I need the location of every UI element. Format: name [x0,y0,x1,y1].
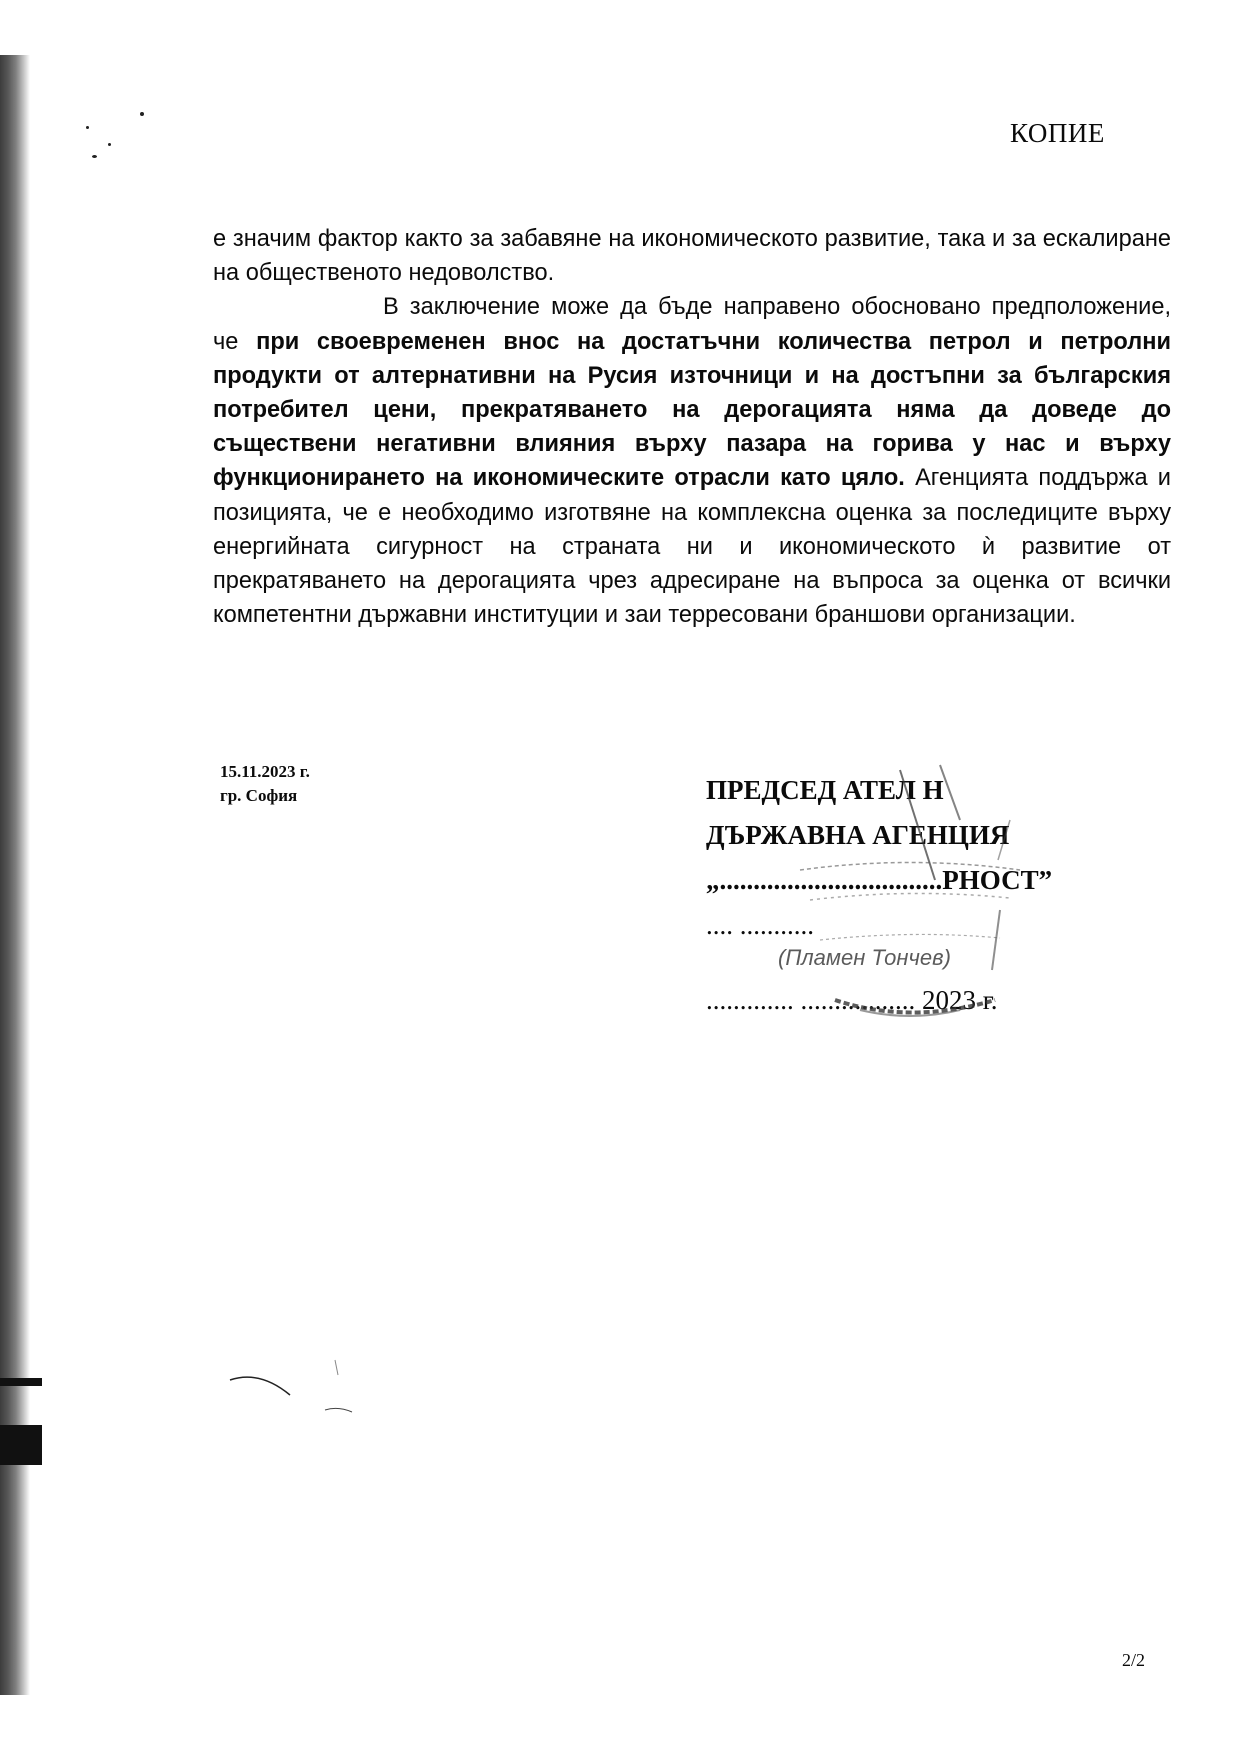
signature-title: ПРЕДСЕД АТЕЛ Н [706,775,944,805]
document-meta [220,760,310,808]
scan-edge-mark [0,1378,42,1386]
signature-block [706,768,1146,948]
scan-edge-mark [0,1425,42,1465]
document-place: гр. София [220,786,298,805]
signature-dotted-line: .... ........... [706,910,814,940]
copy-label: КОПИЕ [1010,118,1105,148]
signature-agency: ДЪРЖАВНА АГЕНЦИЯ [706,820,1010,850]
scan-speck [108,143,111,146]
paragraph-2-rest: Агенцията поддържа и позицията, че е необходимо изготвяне на комплексна оценка за последиците върху енергийната сигурност на страната ни и икономическото ѝ развитие от прекратяването на дерогацията чрез адресиране на въпроса за оценка от всички компетентни държавни институции и заи терресовани браншови организации. [213,465,1171,629]
paragraph-2-intro: В заключение може да бъде направено обосновано предположение, че [213,294,1171,355]
page-number: 2/2 [1122,1650,1146,1670]
paragraph-2 [213,290,1171,632]
scan-mark [220,1320,380,1430]
signature-date-line: ............. ................. 2023 г. [706,985,998,1015]
paragraph-2-bold: при своевременен внос на достатъчни количества петрол и петролни продукти от алтернативни на Русия източници и на достъпни за българския потребител цени, прекратяването на дерогацията няма да доведе до съществени негативни влияния върху пазара на горива у нас и върху функционирането на икономическите отрасли като цяло. [213,328,1171,492]
signatory-name: (Пламен Тончев) [778,945,951,970]
document-date: 15.11.2023 г. [220,762,310,781]
signature-agency-name: „.................................РНОСТ” [706,865,1053,895]
body-text [213,222,1171,632]
scan-speck [92,155,97,158]
paragraph-1: е значим фактор както за забавяне на икономическото развитие, така и за ескалиране на общественото недоволство. [213,226,1171,287]
scan-speck [86,126,89,129]
scan-speck [140,112,144,116]
